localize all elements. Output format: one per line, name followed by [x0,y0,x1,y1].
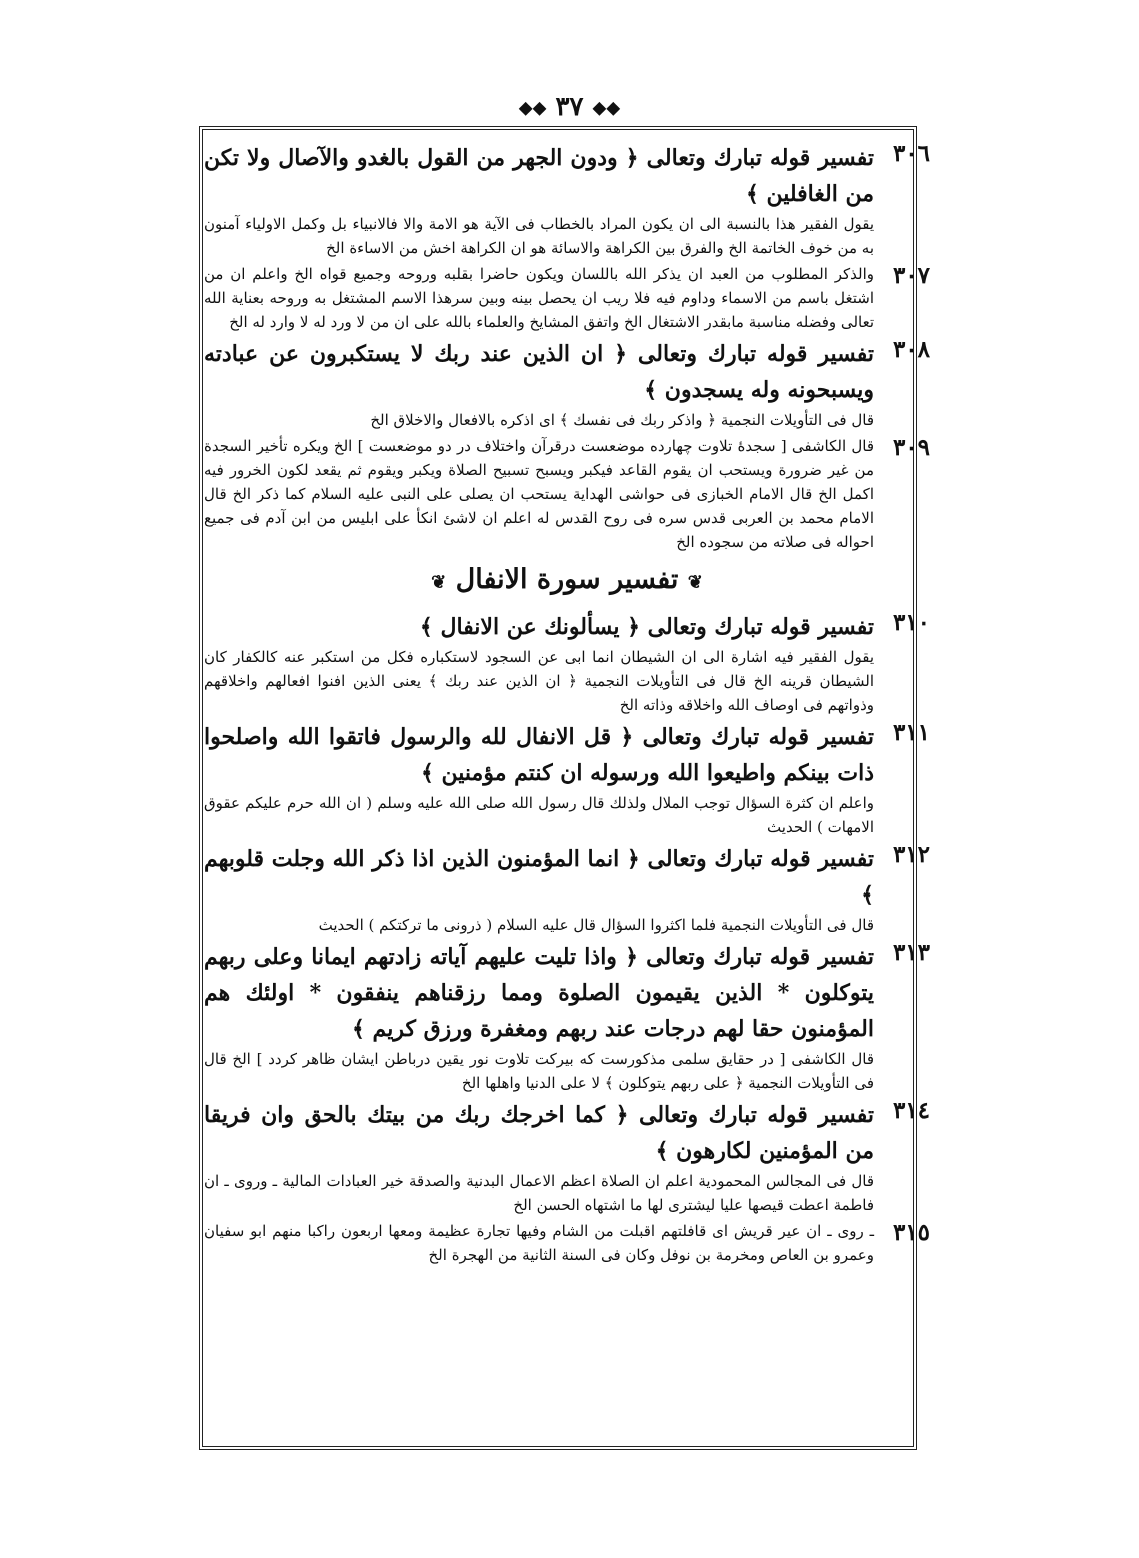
entry-number: ٣٠٩ [892,434,930,461]
entry-308 [204,336,930,432]
entry-heading: تفسير قوله تبارك وتعالى ﴿ انما المؤمنون الذين اذا ذكر الله وجلت قلوبهم ﴾ [204,846,874,908]
entry-heading: تفسير قوله تبارك وتعالى ﴿ يسألونك عن الانفال ﴾ [419,614,874,640]
ornament-left: ◆◆ [518,97,547,119]
entry-body: والذكر المطلوب من العبد ان يذكر الله باللسان ويكون حاضرا بقلبه وروحه وجميع قواه الخ واعلم ان من اشتغل باسم من الاسماء وداوم فيه فلا ريب ان يحصل بينه وبين سرهذا الاسم المشتغل به وروحه بعناية الله تعالى وفضله مناسبة مابقدر الاشتغال الخ واتفق المشايخ والعلماء بالله على ان من لا ورد له لا وارد له الخ [204,265,874,331]
entry-number: ٣٠٦ [892,140,930,167]
entry-number: ٣١٢ [892,841,930,868]
ornament-icon: ❦ [431,572,447,593]
entry-heading: تفسير قوله تبارك وتعالى ﴿ واذا تليت عليهم آياته زادتهم ايمانا وعلى ربهم يتوكلون * الذين يقيمون الصلوة ومما رزقناهم ينفقون * اولئك هم المؤمنون حقا لهم درجات عند ربهم ومغفرة ورزق كريم ﴾ [204,944,874,1042]
entry-309 [204,434,930,554]
entry-body: ـ روى ـ ان عير قريش اى قافلتهم اقبلت من الشام وفيها تجارة عظيمة ومعها اربعون راكبا منهم ابو سفيان وعمرو بن العاص ومخرمة بن نوفل وكان فى السنة الثانية من الهجرة الخ [204,1222,874,1264]
entry-number: ٣١٤ [892,1097,930,1124]
entry-314 [204,1097,930,1217]
ornament-icon: ❦ [687,572,703,593]
entry-307 [204,262,930,334]
entry-310 [204,609,930,717]
page-number-value: ٣٧ [555,92,584,122]
entry-heading: تفسير قوله تبارك وتعالى ﴿ قل الانفال لله والرسول فاتقوا الله واصلحوا ذات بينكم واطيعوا الله ورسوله ان كنتم مؤمنين ﴾ [204,724,874,786]
entry-heading: تفسير قوله تبارك وتعالى ﴿ ودون الجهر من القول بالغدو والآصال ولا تكن من الغافلين ﴾ [204,145,874,207]
entry-312 [204,841,930,937]
entry-heading: تفسير قوله تبارك وتعالى ﴿ ان الذين عند ربك لا يستكبرون عن عبادته ويسبحونه وله يسجدون ﴾ [204,341,874,403]
entry-number: ٣٠٧ [892,262,930,289]
entry-number: ٣١٥ [892,1219,930,1246]
entry-body: يقول الفقير هذا بالنسبة الى ان يكون المراد بالخطاب فى الآية هو الامة والا فالانبياء بل وكمل الاولياء آمنون به من خوف الخاتمة الخ والفرق بين الكراهة والاسائة هو ان الكراهة اخش من الاساءة الخ [204,215,874,257]
ornament-right: ◆◆ [592,97,621,119]
entry-body: قال فى المجالس المحمودية اعلم ان الصلاة اعظم الاعمال البدنية والصدقة خير العبادات المالية ـ وروى ـ ان فاطمة اعطت قيصها عليا ليشترى لها ما اشتهاه الحسن الخ [204,1172,874,1214]
entry-315 [204,1219,930,1267]
entry-313 [204,939,930,1095]
entry-body: قال الكاشفى [ سجدهٔ تلاوت چهارده موضعست درقرآن واختلاف در دو موضعست ] الخ ويكره تأخير السجدة من غير ضرورة ويستحب ان يقوم القاعد فيكبر ويسبح تسبيح الصلاة ويكبر ويقوم ثم يقعد لكون الخرور فيه اكمل الخ قال الامام الخبازى فى حواشى الهداية يستحب ان يصلى على النبى عليه السلام كما ذكر الخ قال الامام محمد بن العربى قدس سره فى روح القدس له اعلم ان لاشئ انكأ على ابليس من ابن آدم فى جميع احواله فى صلاته من سجوده الخ [204,437,874,551]
entry-311 [204,719,930,839]
surah-title-text: تفسير سورة الانفال [455,564,679,595]
entry-body: يقول الفقير فيه اشارة الى ان الشيطان انما ابى عن السجود لاستكباره فكل من استكبر عنه كالكفار كان الشيطان قرينه الخ قال فى التأويلات النجمية ﴿ ان الذين عند ربك ﴾ يعنى الذين افنوا افعالهم واخلاقهم وذواتهم فى اوصاف الله واخلاقه وذاته الخ [204,648,874,714]
entry-306 [204,140,930,260]
entry-number: ٣١٠ [892,609,930,636]
entry-body: قال فى التأويلات النجمية ﴿ واذكر ربك فى نفسك ﴾ اى اذكره بالافعال والاخلاق الخ [370,411,874,429]
entry-body: واعلم ان كثرة السؤال توجب الملال ولذلك قال رسول الله صلى الله عليه وسلم ( ان الله حرم عليكم عقوق الامهات ) الحديث [204,794,874,836]
entry-heading: تفسير قوله تبارك وتعالى ﴿ كما اخرجك ربك من بيتك بالحق وان فريقا من المؤمنين لكارهون ﴾ [204,1102,874,1164]
surah-title [204,564,930,595]
entry-body: قال فى التأويلات النجمية فلما اكثروا السؤال قال عليه السلام ( ذرونى ما تركتكم ) الحديث [318,916,874,934]
commentary-entries [204,140,930,1269]
entry-number: ٣١١ [892,719,930,746]
entry-body: قال الكاشفى [ در حقايق سلمى مذكورست كه بيركت تلاوت نور يقين درباطن ايشان ظاهر كردد ] الخ قال فى التأويلات النجمية ﴿ على ربهم يتوكلون ﴾ لا على الدنيا واهلها الخ [204,1050,874,1092]
entry-number: ٣٠٨ [892,336,930,363]
entry-number: ٣١٣ [892,939,930,966]
page-number [0,92,1139,122]
